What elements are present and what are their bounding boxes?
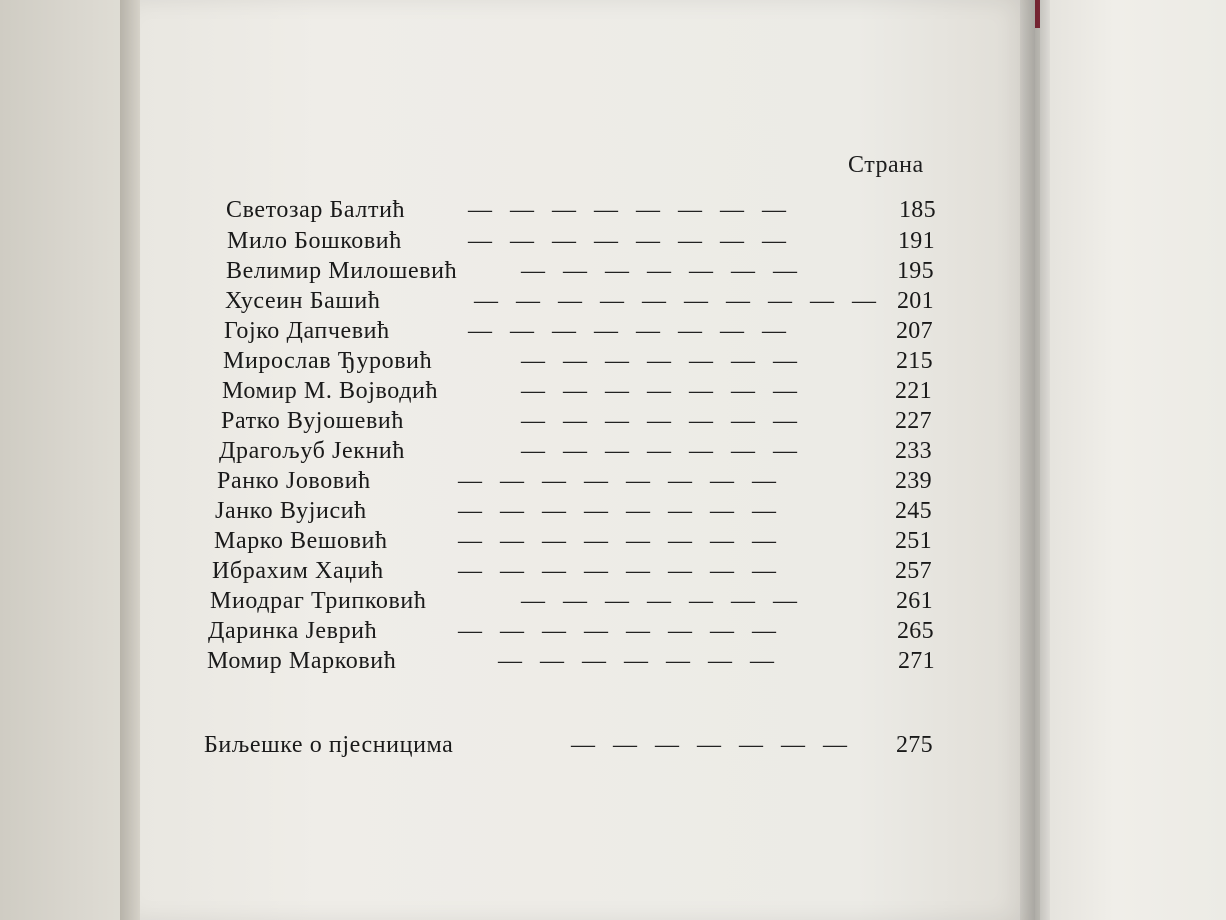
- toc-entry-title: Гојко Дапчевић: [224, 318, 390, 344]
- toc-entry-title: Ратко Вујошевић: [221, 408, 404, 434]
- toc-leader-dashes: — — — — — — —: [521, 588, 803, 614]
- toc-page-number: 227: [895, 408, 932, 434]
- toc-leader-dashes: — — — — — — —: [521, 408, 803, 434]
- toc-page-number: 257: [895, 558, 932, 584]
- toc-entry-title: Момир Марковић: [207, 648, 397, 674]
- toc-leader-dashes: — — — — — — — —: [468, 197, 792, 223]
- toc-entry-title: Велимир Милошевић: [226, 258, 458, 284]
- toc-entry-title: Даринка Јеврић: [208, 618, 378, 644]
- toc-entry-title: Ранко Јововић: [217, 468, 371, 494]
- toc-entry-title: Момир М. Војводић: [222, 378, 439, 404]
- toc-entry-title: Мило Бошковић: [227, 228, 402, 254]
- toc-page-number: 265: [897, 618, 934, 644]
- toc-leader-dashes: — — — — — — — —: [458, 558, 782, 584]
- toc-page-number: 271: [898, 648, 935, 674]
- toc-leader-dashes: — — — — — — —: [571, 732, 853, 758]
- toc-leader-dashes: — — — — — — — —: [458, 468, 782, 494]
- toc-page-number: 195: [897, 258, 934, 284]
- book-gutter: [1020, 0, 1050, 920]
- toc-page-number: 191: [898, 228, 935, 254]
- toc-page-number: 239: [895, 468, 932, 494]
- toc-page-number: 201: [897, 288, 934, 314]
- toc-leader-dashes: — — — — — — —: [498, 648, 780, 674]
- toc-page-number: 245: [895, 498, 932, 524]
- toc-leader-dashes: — — — — — — —: [521, 438, 803, 464]
- toc-leader-dashes: — — — — — — — —: [468, 228, 792, 254]
- toc-entry-title: Драгољуб Јекнић: [219, 438, 405, 464]
- toc-page-number: 233: [895, 438, 932, 464]
- toc-entry-title: Миодраг Трипковић: [210, 588, 427, 614]
- toc-leader-dashes: — — — — — — — —: [468, 318, 792, 344]
- toc-entry-title: Хусеин Башић: [225, 288, 381, 314]
- toc-page-number: 251: [895, 528, 932, 554]
- toc-entry-title: Мирослав Ђуровић: [223, 348, 433, 374]
- toc-entry-title: Светозар Балтић: [226, 197, 406, 223]
- toc-leader-dashes: — — — — — — — —: [458, 498, 782, 524]
- toc-leader-dashes: — — — — — — —: [521, 378, 803, 404]
- toc-leader-dashes: — — — — — — —: [521, 348, 803, 374]
- toc-page-number: 221: [895, 378, 932, 404]
- toc-leader-dashes: — — — — — — —: [521, 258, 803, 284]
- right-page: [1040, 0, 1226, 920]
- toc-leader-dashes: — — — — — — — —: [458, 528, 782, 554]
- toc-entry-title: Биљешке о пјесницима: [204, 732, 454, 758]
- toc-page-number: 215: [896, 348, 933, 374]
- toc-page-number: 261: [896, 588, 933, 614]
- toc-entry-title: Ибрахим Хаџић: [212, 558, 384, 584]
- toc-leader-dashes: — — — — — — — — — —: [474, 288, 882, 314]
- toc-page-number: 275: [896, 732, 933, 758]
- toc-entry-title: Јанко Вујисић: [215, 498, 367, 524]
- toc-leader-dashes: — — — — — — — —: [458, 618, 782, 644]
- toc-page-number: 185: [899, 197, 936, 223]
- toc-page-number: 207: [896, 318, 933, 344]
- page-column-header: Страна: [848, 152, 924, 178]
- toc-entry-title: Марко Вешовић: [214, 528, 388, 554]
